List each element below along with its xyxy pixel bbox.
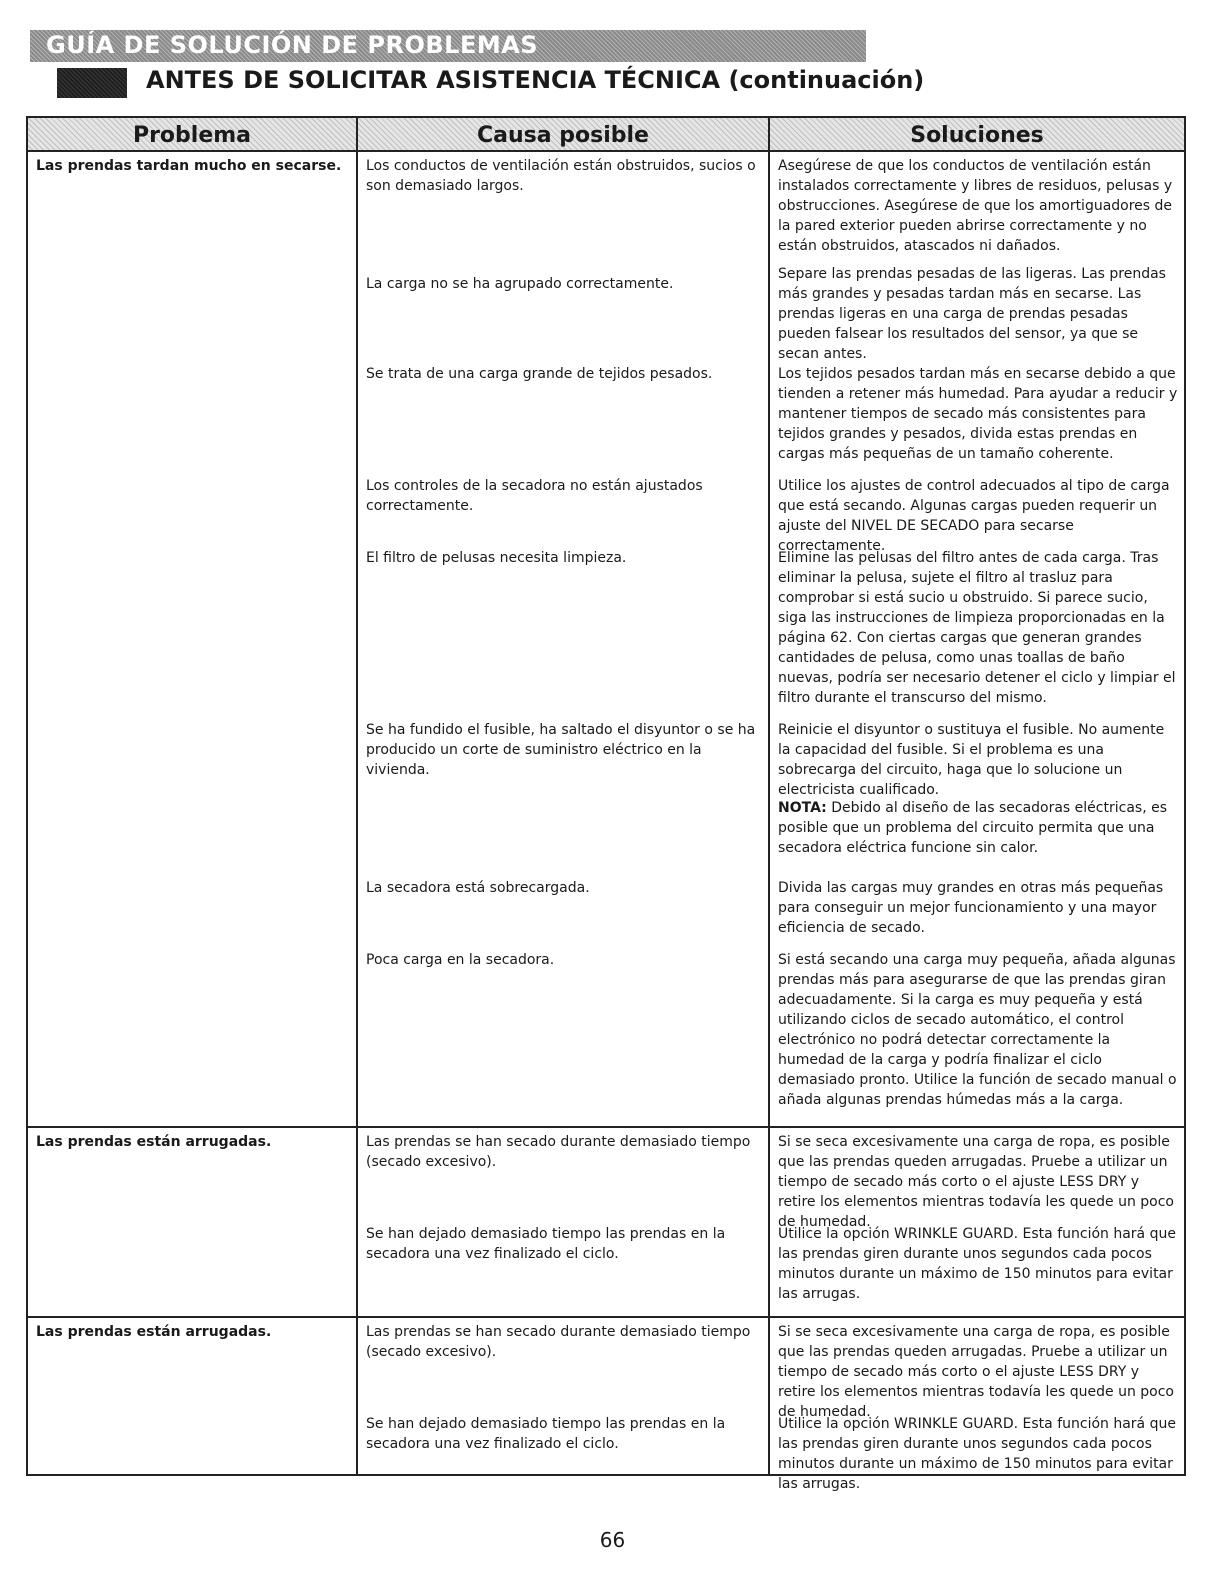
cause-text: El filtro de pelusas necesita limpieza. bbox=[366, 550, 627, 566]
problem-label: Las prendas están arrugadas. bbox=[36, 1324, 272, 1340]
page-number: 66 bbox=[599, 1528, 626, 1552]
solution-text: Reinicie el disyuntor o sustituya el fusible. No aumente la capacidad del fusible. Si el problema es una sobrecarga del circuito, haga que lo solucione un electricista cualificado. bbox=[778, 722, 1165, 798]
page-subtitle: ANTES DE SOLICITAR ASISTENCIA TÉCNICA (continuación) bbox=[146, 66, 925, 94]
cause-text: Los conductos de ventilación están obstruidos, sucios o son demasiado largos. bbox=[366, 158, 756, 194]
banner-title: GUÍA DE SOLUCIÓN DE PROBLEMAS bbox=[46, 31, 539, 59]
cause-text: La secadora está sobrecargada. bbox=[366, 880, 590, 896]
cause-text: Se ha fundido el fusible, ha saltado el disyuntor o se ha producido un corte de suministro eléctrico en la vivienda. bbox=[366, 722, 756, 778]
solution-text: Utilice la opción WRINKLE GUARD. Esta función hará que las prendas giren durante unos segundos cada pocos minutos durante un máximo de 150 minutos para evitar las arrugas. bbox=[778, 1416, 1176, 1492]
cause-text: Las prendas se han secado durante demasiado tiempo (secado excesivo). bbox=[366, 1324, 751, 1360]
cause-text: Se han dejado demasiado tiempo las prendas en la secadora una vez finalizado el ciclo. bbox=[366, 1226, 726, 1262]
solution-text: Utilice la opción WRINKLE GUARD. Esta función hará que las prendas giren durante unos segundos cada pocos minutos durante un máximo de 150 minutos para evitar las arrugas. bbox=[778, 1226, 1176, 1302]
troubleshooting-table bbox=[26, 116, 1186, 1492]
problem-label: Las prendas tardan mucho en secarse. bbox=[36, 158, 342, 174]
solution-text: Separe las prendas pesadas de las ligeras. Las prendas más grandes y pesadas tardan más en secarse. Las prendas ligeras en una carga de prendas pesadas pueden falsear los resultados del sensor, ya que se secan antes. bbox=[778, 266, 1166, 362]
cause-text: Los controles de la secadora no están ajustados correctamente. bbox=[366, 478, 703, 514]
section-banner bbox=[30, 30, 866, 62]
note-label: NOTA: bbox=[778, 800, 827, 816]
cause-text: La carga no se ha agrupado correctamente. bbox=[366, 276, 674, 292]
solution-text: Utilice los ajustes de control adecuados al tipo de carga que está secando. Algunas cargas pueden requerir un ajuste del NIVEL DE SECADO para secarse correctamente. bbox=[778, 478, 1170, 554]
solution-text: Si se seca excesivamente una carga de ropa, es posible que las prendas queden arrugadas. Pruebe a utilizar un tiempo de secado más corto o el ajuste LESS DRY y retire los elementos mientras todavía les quede un poco de humedad. bbox=[778, 1134, 1174, 1230]
solution-text: Asegúrese de que los conductos de ventilación están instalados correctamente y libres de residuos, pelusas y obstrucciones. Asegúrese de que los amortiguadores de la pared exterior pueden abrirse correctamente y no están obstruidos, atascados ni dañados. bbox=[778, 158, 1173, 254]
column-header-solutions: Soluciones bbox=[770, 118, 1184, 152]
solution-text: Si se seca excesivamente una carga de ropa, es posible que las prendas queden arrugadas. Pruebe a utilizar un tiempo de secado más corto o el ajuste LESS DRY y retire los elementos mientras todavía les quede un poco de humedad. bbox=[778, 1324, 1174, 1420]
solution-text: Elimine las pelusas del filtro antes de cada carga. Tras eliminar la pelusa, sujete el filtro al trasluz para comprobar si está sucio u obstruido. Si parece sucio, siga las instrucciones de limpieza proporcionadas en la página 62. Con ciertas cargas que generan grandes cantidades de pelusa, como unas toallas de baño nuevas, podría ser necesario detener el ciclo y limpiar el filtro durante el transcurso del mismo. bbox=[778, 550, 1176, 706]
cause-text: Las prendas se han secado durante demasiado tiempo (secado excesivo). bbox=[366, 1134, 751, 1170]
row-divider bbox=[28, 1126, 1184, 1128]
column-divider bbox=[356, 118, 358, 1474]
row-divider bbox=[28, 1316, 1184, 1318]
problem-label: Las prendas están arrugadas. bbox=[36, 1134, 272, 1150]
note-body: Debido al diseño de las secadoras eléctricas, es posible que un problema del circuito permita que una secadora eléctrica funcione sin calor. bbox=[778, 800, 1168, 856]
note-text bbox=[778, 798, 1180, 858]
solution-text: Si está secando una carga muy pequeña, añada algunas prendas más para asegurarse de que las prendas giran adecuadamente. Si la carga es muy pequeña y está utilizando ciclos de secado automático, el control electrónico no podrá detectar correctamente la humedad de la carga y podría finalizar el ciclo demasiado pronto. Utilice la función de secado manual o añada algunas prendas húmedas más a la carga. bbox=[778, 952, 1177, 1108]
column-header-cause: Causa posible bbox=[358, 118, 768, 152]
column-header-problem: Problema bbox=[28, 118, 356, 152]
solution-text: Divida las cargas muy grandes en otras más pequeñas para conseguir un mejor funcionamiento y una mayor eficiencia de secado. bbox=[778, 880, 1164, 936]
header-divider bbox=[28, 150, 1184, 152]
solution-text: Los tejidos pesados tardan más en secarse debido a que tienden a retener más humedad. Para ayudar a reducir y mantener tiempos de secado más consistentes para tejidos grandes y pesados, divida estas prendas en cargas más pequeñas de un tamaño coherente. bbox=[778, 366, 1178, 462]
column-divider bbox=[768, 118, 770, 1474]
cause-text: Se trata de una carga grande de tejidos pesados. bbox=[366, 366, 713, 382]
cause-text: Poca carga en la secadora. bbox=[366, 952, 555, 968]
cause-text: Se han dejado demasiado tiempo las prendas en la secadora una vez finalizado el ciclo. bbox=[366, 1416, 726, 1452]
section-marker bbox=[57, 68, 127, 98]
